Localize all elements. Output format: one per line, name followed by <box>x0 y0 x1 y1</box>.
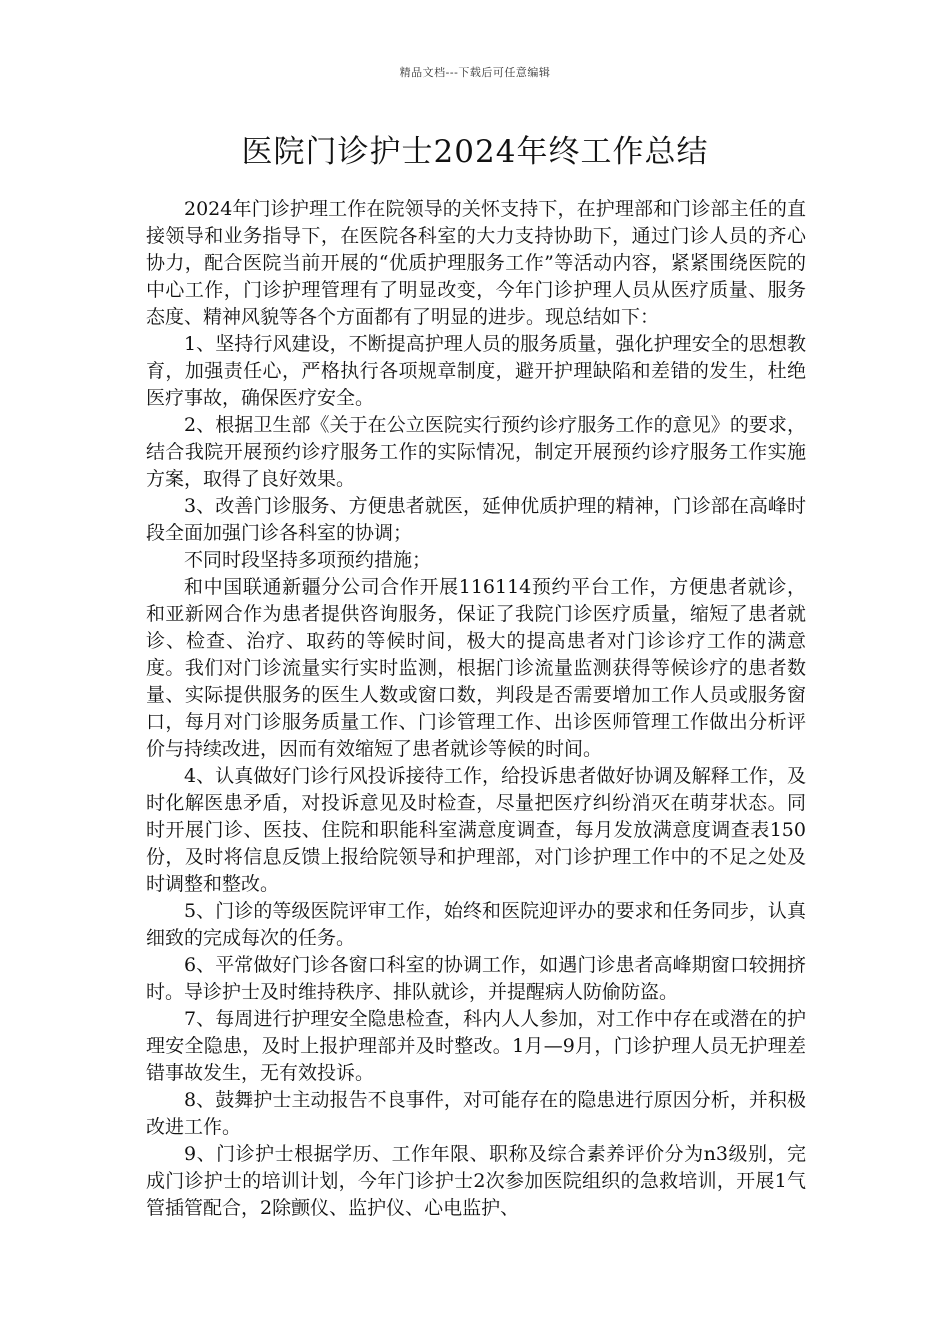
paragraph-item-2: 2、根据卫生部《关于在公立医院实行预约诊疗服务工作的意见》的要求，结合我院开展预约诊疗服务工作的实际情况，制定开展预约诊疗服务工作实施方案，取得了良好效果。 <box>146 414 806 490</box>
paragraph-item-5: 5、门诊的等级医院评审工作，始终和医院迎评办的要求和任务同步，认真细致的完成每次的任务。 <box>146 900 806 949</box>
paragraph-item-3: 3、改善门诊服务、方便患者就医，延伸优质护理的精神，门诊部在高峰时段全面加强门诊各科室的协调； <box>146 495 806 544</box>
paragraph-item-8: 8、鼓舞护士主动报告不良事件，对可能存在的隐患进行原因分析，并积极改进工作。 <box>146 1089 806 1138</box>
document-title: 医院门诊护士2024年终工作总结 <box>241 134 709 170</box>
paragraph-item-9: 9、门诊护士根据学历、工作年限、职称及综合素养评价分为n3级别，完成门诊护士的培训计划，今年门诊护士2次参加医院组织的急救培训，开展1气管插管配合，2除颤仪、监护仪、心电监护、 <box>146 1143 806 1219</box>
document-body <box>146 196 806 1222</box>
header-note: 精品文档---下载后可任意编辑 <box>399 66 551 79</box>
paragraph-item-3-sub-2: 和中国联通新疆分公司合作开展116114预约平台工作，方便患者就诊，和亚新网合作为患者提供咨询服务，保证了我院门诊医疗质量，缩短了患者就诊、检查、治疗、取药的等候时间，极大的提高患者对门诊诊疗工作的满意度。我们对门诊流量实行实时监测，根据门诊流量监测获得等候诊疗的患者数量、实际提供服务的医生人数或窗口数，判段是否需要增加工作人员或服务窗口，每月对门诊服务质量工作、门诊管理工作、出诊医师管理工作做出分析评价与持续改进，因而有效缩短了患者就诊等候的时间。 <box>146 576 806 760</box>
paragraph-item-6: 6、平常做好门诊各窗口科室的协调工作，如遇门诊患者高峰期窗口较拥挤时。导诊护士及时维持秩序、排队就诊，并提醒病人防偷防盗。 <box>146 954 806 1003</box>
paragraph-item-1: 1、坚持行风建设，不断提高护理人员的服务质量，强化护理安全的思想教育，加强责任心，严格执行各项规章制度，避开护理缺陷和差错的发生，杜绝医疗事故，确保医疗安全。 <box>146 333 806 409</box>
paragraph-item-7: 7、每周进行护理安全隐患检查，科内人人参加，对工作中存在或潜在的护理安全隐患，及时上报护理部并及时整改。1月—9月，门诊护理人员无护理差错事故发生，无有效投诉。 <box>146 1008 806 1084</box>
paragraph-item-4: 4、认真做好门诊行风投诉接待工作，给投诉患者做好协调及解释工作，及时化解医患矛盾，对投诉意见及时检查，尽量把医疗纠纷消灭在萌芽状态。同时开展门诊、医技、住院和职能科室满意度调查，每月发放满意度调查表150份，及时将信息反馈上报给院领导和护理部，对门诊护理工作中的不足之处及时调整和整改。 <box>146 765 806 895</box>
paragraph-intro: 2024年门诊护理工作在院领导的关怀支持下，在护理部和门诊部主任的直接领导和业务指导下，在医院各科室的大力支持协助下，通过门诊人员的齐心协力，配合医院当前开展的“优质护理服务工作”等活动内容，紧紧围绕医院的中心工作，门诊护理管理有了明显改变，今年门诊护理人员从医疗质量、服务态度、精神风貌等各个方面都有了明显的进步。现总结如下： <box>146 198 806 328</box>
paragraph-item-3-sub-1: 不同时段坚持多项预约措施； <box>184 549 432 571</box>
